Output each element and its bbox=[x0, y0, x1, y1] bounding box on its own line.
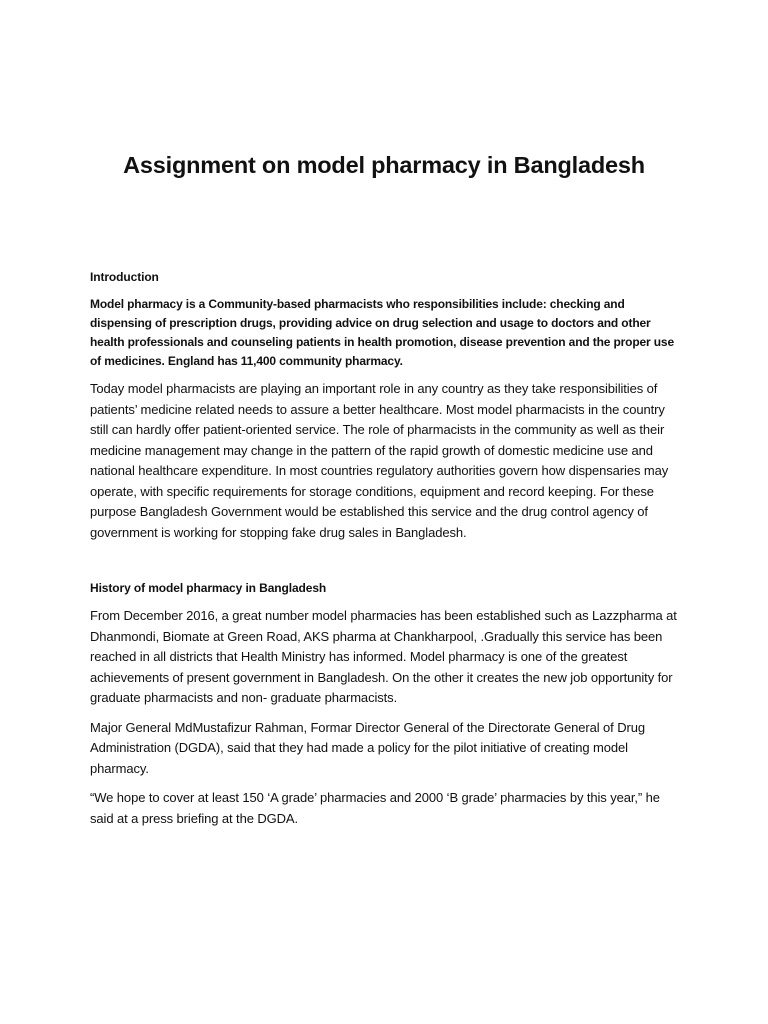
introduction-heading: Introduction bbox=[90, 270, 159, 284]
introduction-paragraph-2: Today model pharmacists are playing an important role in any country as they take responsibilities of patients’ medicine related needs to assure a better healthcare. Most model pharmacists in the country still can hardly offer patient-oriented service. The role of pharmacists in the community as well as their medicine management may change in the pattern of the rapid growth of domestic medicine use and national healthcare expenditure. In most countries regulatory authorities govern how dispensaries may operate, with specific requirements for storage conditions, equipment and record keeping. For these purpose Bangladesh Government would be established this service and the drug control agency of government is working for stopping fake drug sales in Bangladesh. bbox=[90, 381, 669, 540]
history-paragraph-2: Major General MdMustafizur Rahman, Formar Director General of the Directorate General of Drug Administration (DGDA), said that they had made a policy for the pilot initiative of creating model pharmacy. bbox=[90, 719, 645, 776]
history-paragraph-1: From December 2016, a great number model pharmacies has been established such as Lazzpharma at Dhanmondi, Biomate at Green Road, AKS pharma at Chankharpool, .Gradually this service has been reached in all districts that Health Ministry has informed. Model pharmacy is one of the greatest achievements of present government in Bangladesh. On the other it creates the new job opportunity for graduate pharmacists and non- graduate pharmacists. bbox=[90, 608, 677, 705]
document-title: Assignment on model pharmacy in Bangladesh bbox=[123, 152, 645, 178]
document-body bbox=[90, 267, 682, 838]
history-heading: History of model pharmacy in Bangladesh bbox=[90, 581, 327, 595]
history-paragraph-3: “We hope to cover at least 150 ‘A grade’ pharmacies and 2000 ‘B grade’ pharmacies by this year,” he said at a press briefing at the DGDA. bbox=[90, 790, 660, 826]
section-spacer bbox=[90, 552, 682, 578]
introduction-paragraph-1: Model pharmacy is a Community-based pharmacists who responsibilities include: checking and dispensing of prescription drugs, providing advice on drug selection and usage to doctors and other health professionals and counseling patients in health promotion, disease prevention and the proper use of medicines. England has 11,400 community pharmacy. bbox=[90, 297, 674, 368]
